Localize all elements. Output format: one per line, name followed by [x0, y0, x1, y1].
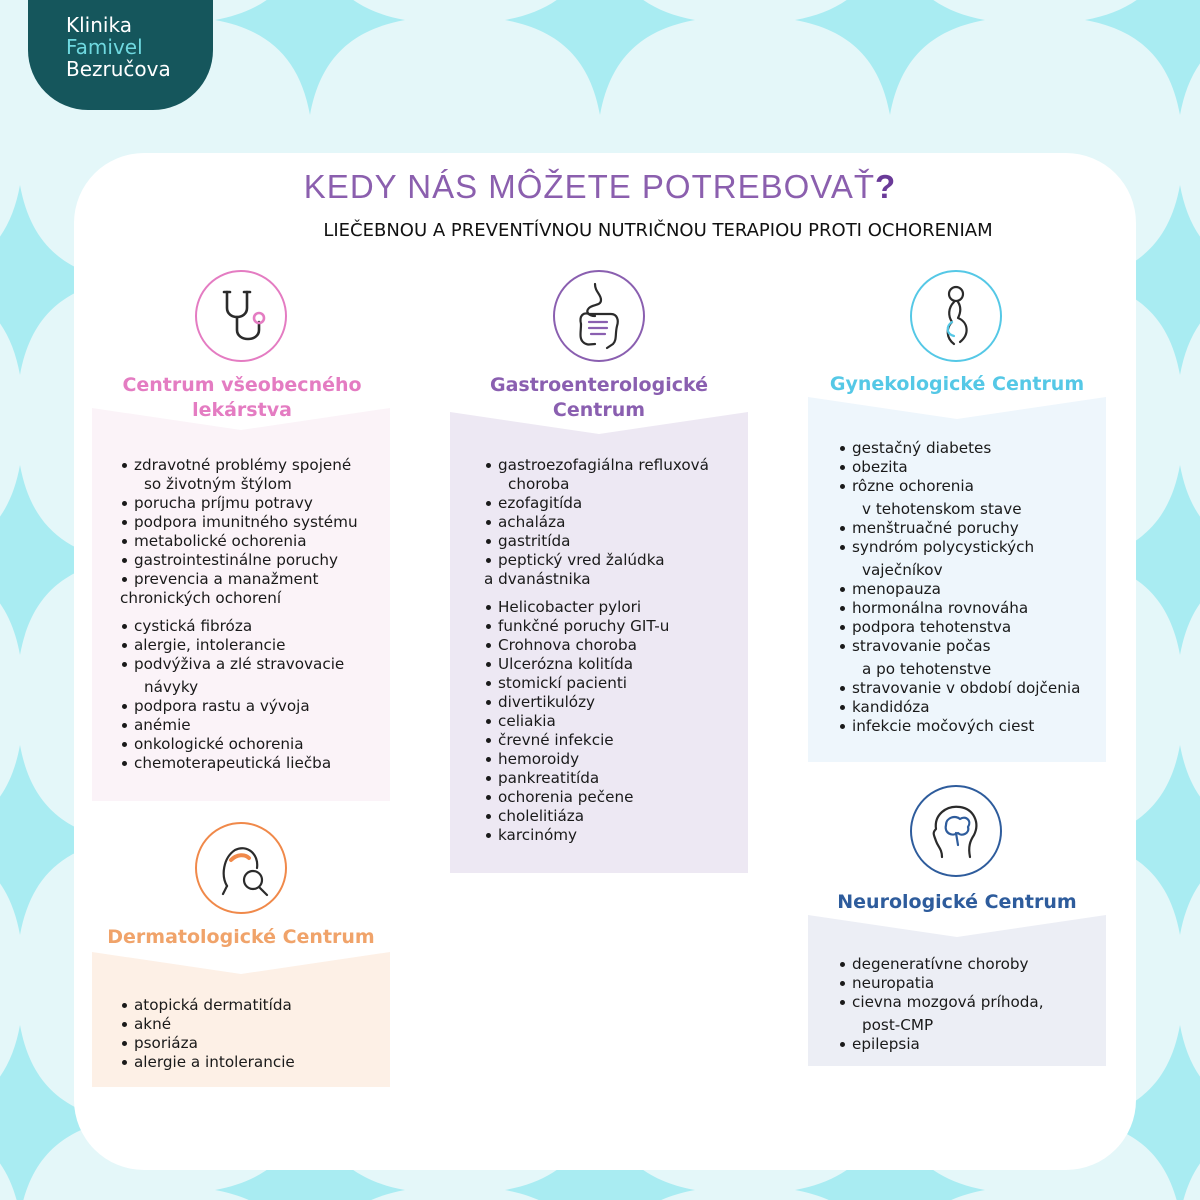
list-item: gestačný diabetes	[838, 439, 1080, 458]
list-item: gastroezofagiálna refluxová	[484, 456, 709, 475]
list-item: pankreatitída	[484, 769, 709, 788]
list-item: onkologické ochorenia	[120, 735, 358, 754]
list-item: ochorenia pečene	[484, 788, 709, 807]
list-item: stomickí pacienti	[484, 674, 709, 693]
list-item: degeneratívne choroby	[838, 955, 1044, 974]
list-item: gastritída	[484, 532, 709, 551]
list-item: infekcie močových ciest	[838, 717, 1080, 736]
list-item: a po tehotenstve	[862, 660, 992, 678]
list-item: anémie	[120, 716, 358, 735]
section-title-gyn: Gynekologické Centrum	[829, 373, 1085, 395]
list-item: Helicobacter pylori	[484, 598, 709, 617]
list-item: črevné infekcie	[484, 731, 709, 750]
list-item: vaječníkov	[862, 561, 943, 579]
list-item: zdravotné problémy spojené	[120, 456, 358, 475]
list-item: podpora imunitného systému	[120, 513, 358, 532]
list-item: so životným štýlom	[144, 475, 292, 493]
list-item: stravovanie v období dojčenia	[838, 679, 1080, 698]
section-title-general-line2: lekárstva	[192, 399, 292, 421]
panel-derm	[92, 952, 390, 1087]
section-title-general-line1: Centrum všeobecného	[122, 374, 362, 396]
list-item: obezita	[838, 458, 1080, 477]
list-item: peptický vred žalúdka	[484, 551, 709, 570]
list-item: post-CMP	[862, 1016, 934, 1034]
list-item: celiakia	[484, 712, 709, 731]
list-item: alergie, intolerancie	[120, 636, 358, 655]
panel-general	[92, 408, 390, 801]
list-item: menopauza	[838, 580, 1080, 599]
skin-magnifier-icon	[195, 822, 287, 914]
section-title-gastro-line2: Centrum	[552, 399, 646, 421]
list-item: cystická fibróza	[120, 617, 358, 636]
list-item: choroba	[508, 475, 570, 493]
list-item: chronických ochorení	[120, 589, 282, 607]
list-item: rôzne ochorenia	[838, 477, 1080, 496]
clinic-logo	[28, 0, 213, 110]
list-item: podpora rastu a vývoja	[120, 697, 358, 716]
page-title	[0, 168, 1200, 206]
list-item: Crohnova choroba	[484, 636, 709, 655]
list-item: hormonálna rovnováha	[838, 599, 1080, 618]
list-neuro	[838, 955, 1044, 1054]
panel-gastro	[450, 412, 748, 873]
section-title-neuro: Neurologické Centrum	[837, 891, 1077, 913]
list-item: a dvanástnika	[484, 570, 591, 588]
logo-line-3: Bezručova	[66, 57, 171, 81]
brain-head-icon	[910, 785, 1002, 877]
list-item: cholelitiáza	[484, 807, 709, 826]
list-item: psoriáza	[120, 1034, 295, 1053]
list-item: syndróm polycystických	[838, 538, 1080, 557]
list-item: chemoterapeutická liečba	[120, 754, 358, 773]
list-gastro	[484, 456, 709, 845]
list-item: porucha príjmu potravy	[120, 494, 358, 513]
list-item: gastrointestinálne poruchy	[120, 551, 358, 570]
list-gyn	[838, 439, 1080, 736]
list-item: achaláza	[484, 513, 709, 532]
list-item: alergie a intolerancie	[120, 1053, 295, 1072]
panel-neuro	[808, 915, 1106, 1066]
list-item: kandidóza	[838, 698, 1080, 717]
logo-line-1: Klinika	[66, 13, 132, 37]
list-item: menštruačné poruchy	[838, 519, 1080, 538]
list-derm	[120, 996, 295, 1072]
list-item: divertikulózy	[484, 693, 709, 712]
stethoscope-icon	[195, 270, 287, 362]
list-item: ezofagitída	[484, 494, 709, 513]
page-title-mark: ?	[875, 168, 897, 205]
logo-line-2: Famivel	[66, 35, 143, 59]
list-item: metabolické ochorenia	[120, 532, 358, 551]
list-item: podvýživa a zlé stravovacie	[120, 655, 358, 674]
list-item: cievna mozgová príhoda,	[838, 993, 1044, 1012]
list-item: neuropatia	[838, 974, 1044, 993]
list-general	[120, 456, 358, 773]
list-item: Ulcerózna kolitída	[484, 655, 709, 674]
list-item: v tehotenskom stave	[862, 500, 1022, 518]
list-item: akné	[120, 1015, 295, 1034]
page-subtitle: LIEČEBNOU A PREVENTÍVNOU NUTRIČNOU TERAPIOU PROTI OCHORENIAM	[323, 220, 993, 241]
pregnant-woman-icon	[910, 270, 1002, 362]
list-item: podpora tehotenstva	[838, 618, 1080, 637]
list-item: funkčné poruchy GIT-u	[484, 617, 709, 636]
list-item: karcinómy	[484, 826, 709, 845]
list-item: epilepsia	[838, 1035, 1044, 1054]
intestines-icon	[553, 270, 645, 362]
list-item: prevencia a manažment	[120, 570, 358, 589]
list-item: hemoroidy	[484, 750, 709, 769]
list-item: návyky	[144, 678, 199, 696]
section-title-derm: Dermatologické Centrum	[107, 926, 375, 948]
panel-gyn	[808, 397, 1106, 762]
list-item: atopická dermatitída	[120, 996, 295, 1015]
page-title-text: KEDY NÁS MÔŽETE POTREBOVAŤ	[303, 168, 876, 205]
section-title-gastro-line1: Gastroenterologické	[490, 374, 708, 396]
list-item: stravovanie počas	[838, 637, 1080, 656]
